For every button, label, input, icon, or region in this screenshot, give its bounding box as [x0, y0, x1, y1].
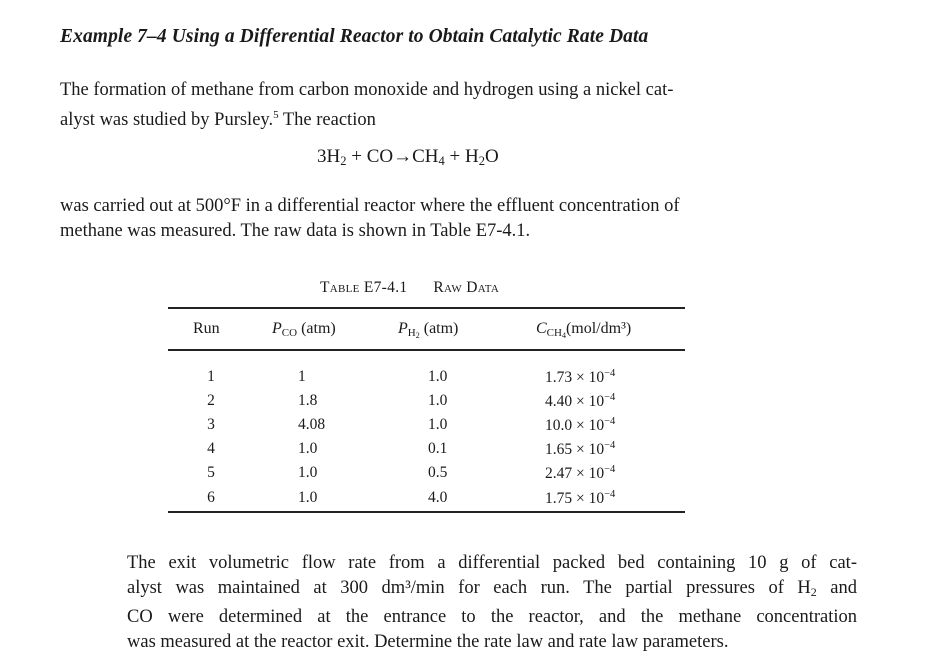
problem-line-1: The exit volumetric flow rate from a differential packed bed containing 10 g of cat-	[127, 553, 857, 573]
conditions-line-2: methane was measured. The raw data is shown in Table E7-4.1.	[60, 221, 531, 241]
footnote-marker: 5	[273, 109, 279, 121]
cell-pco: 1.8	[298, 392, 318, 409]
cell-run: 4	[207, 440, 215, 457]
cell-ph2: 4.0	[428, 489, 448, 506]
table-label: Table E7-4.1	[320, 279, 408, 296]
cell-cch4: $2.47 \times 10^{-4}$	[545, 464, 616, 482]
cell-pco: 1	[298, 368, 306, 385]
cell-run: 6	[207, 489, 215, 506]
cell-cch4: $10.0 \times 10^{-4}$	[545, 416, 616, 434]
intro-line-1: The formation of methane from carbon monoxide and hydrogen using a nickel cat-	[60, 80, 674, 100]
col-header-run: Run	[193, 320, 220, 337]
cell-pco: 1.0	[298, 464, 318, 481]
cell-cch4: $4.40 \times 10^{-4}$	[545, 392, 616, 410]
cell-pco: 1.0	[298, 489, 318, 506]
problem-line-4: was measured at the reactor exit. Determine the rate law and rate law parameters.	[127, 632, 729, 652]
intro-paragraph	[60, 78, 820, 133]
reaction-equation: $3H_2 + CO\to CH_4 + H_2O$	[317, 146, 499, 168]
problem-line-3: CO were determined at the entrance to the reactor, and the methane concentration	[127, 607, 857, 627]
col-header-ph2: $P_{H_2}$ (atm)	[398, 320, 459, 340]
cell-pco: 1.0	[298, 440, 318, 457]
cell-pco: 4.08	[298, 416, 326, 433]
cell-run: 1	[207, 368, 215, 385]
cell-ph2: 1.0	[428, 416, 448, 433]
col-header-cch4: $C_{CH_4}(mol/dm^3)$	[536, 320, 632, 340]
cell-ph2: 0.1	[428, 440, 448, 457]
table-caption: Raw Data	[433, 279, 500, 296]
intro-line-2: alyst was studied by Pursley.$^5$ The reaction	[60, 109, 376, 130]
table-bottom-rule	[168, 511, 685, 513]
cell-cch4: $1.65 \times 10^{-4}$	[545, 440, 616, 458]
cell-ph2: 1.0	[428, 368, 448, 385]
cell-run: 3	[207, 416, 215, 433]
cell-run: 2	[207, 392, 215, 409]
col-header-pco: $P_{CO}$ (atm)	[272, 320, 336, 339]
cell-ph2: 1.0	[428, 392, 448, 409]
cell-cch4: $1.73 \times 10^{-4}$	[545, 368, 616, 386]
cell-run: 5	[207, 464, 215, 481]
cell-cch4: $1.75 \times 10^{-4}$	[545, 489, 616, 507]
reaction-arrow: →	[393, 146, 413, 167]
table-header-rule	[168, 349, 685, 351]
conditions-paragraph	[60, 194, 820, 244]
problem-line-2: alyst was maintained at 300 dm³/min for each run. The partial pressures of $H_2$ and	[127, 578, 857, 599]
conditions-line-1: was carried out at 500°F in a differential reactor where the effluent concentration of	[60, 196, 680, 216]
cell-ph2: 0.5	[428, 464, 448, 481]
table-top-rule	[168, 307, 685, 309]
example-heading: Example 7–4 Using a Differential Reactor to Obtain Catalytic Rate Data	[60, 26, 649, 47]
table-title	[320, 279, 499, 297]
problem-paragraph	[127, 551, 857, 655]
